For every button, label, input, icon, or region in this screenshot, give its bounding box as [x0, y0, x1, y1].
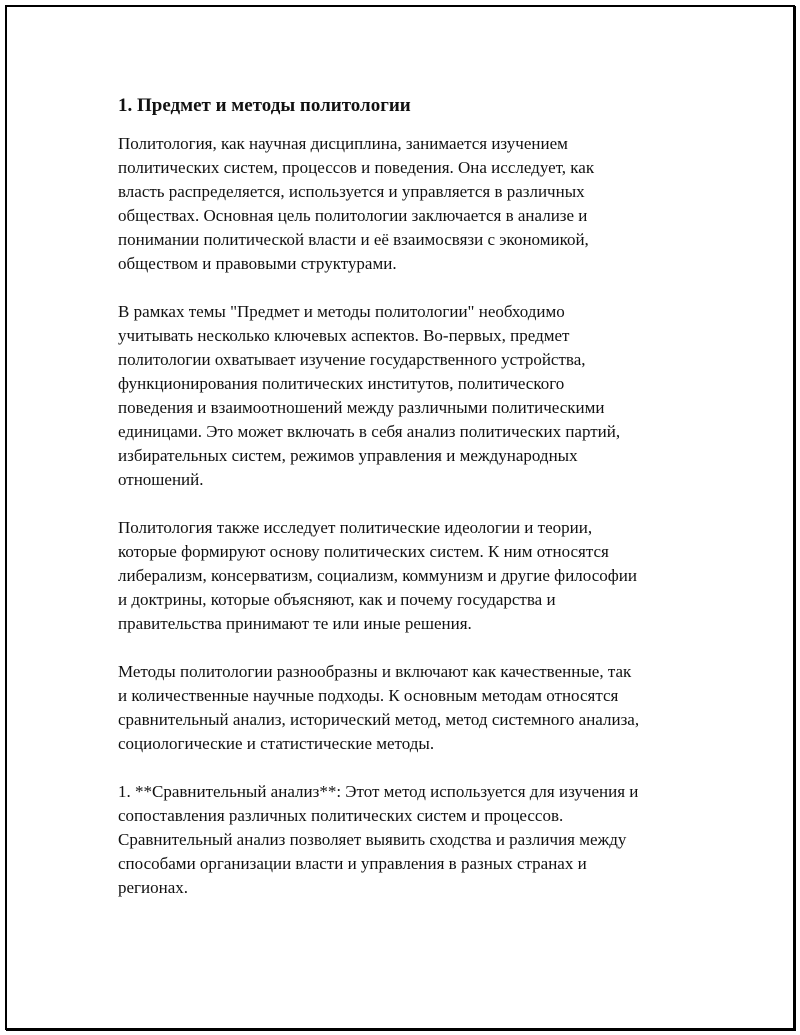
- text-line: сопоставления различных политических систем и процессов.: [118, 806, 564, 825]
- text-line: политологии охватывает изучение государственного устройства,: [118, 350, 586, 369]
- text-line: В рамках темы "Предмет и методы политологии" необходимо: [118, 302, 565, 321]
- text-line: обществах. Основная цель политологии заключается в анализе и: [118, 206, 588, 225]
- paragraph-1: [118, 132, 698, 276]
- text-line: власть распределяется, используется и управляется в различных: [118, 182, 585, 201]
- text-line: регионах.: [118, 878, 189, 897]
- text-line: избирательных систем, режимов управления и международных: [118, 446, 578, 465]
- paragraph-4: [118, 660, 698, 756]
- text-line: правительства принимают те или иные решения.: [118, 614, 472, 633]
- text-line: Политология, как научная дисциплина, занимается изучением: [118, 134, 568, 153]
- text-line: Политология также исследует политические идеологии и теории,: [118, 518, 593, 537]
- text-line: понимании политической власти и её взаимосвязи с экономикой,: [118, 230, 589, 249]
- text-line: отношений.: [118, 470, 204, 489]
- text-line: и количественные научные подходы. К основным методам относятся: [118, 686, 619, 705]
- paragraph-3: [118, 516, 698, 636]
- text-line: и доктрины, которые объясняют, как и почему государства и: [118, 590, 556, 609]
- text-line: 1. **Сравнительный анализ**: Этот метод используется для изучения и: [118, 782, 639, 801]
- text-line: политических систем, процессов и поведения. Она исследует, как: [118, 158, 595, 177]
- text-line: сравнительный анализ, исторический метод, метод системного анализа,: [118, 710, 640, 729]
- text-line: функционирования политических институтов, политического: [118, 374, 565, 393]
- text-line: социологические и статистические методы.: [118, 734, 435, 753]
- text-line: Методы политологии разнообразны и включают как качественные, так: [118, 662, 632, 681]
- text-line: обществом и правовыми структурами.: [118, 254, 397, 273]
- section-heading: 1. Предмет и методы политологии: [118, 95, 411, 116]
- paragraph-2: [118, 300, 698, 492]
- text-line: которые формируют основу политических систем. К ним относятся: [118, 542, 609, 561]
- text-line: поведения и взаимоотношений между различными политическими: [118, 398, 605, 417]
- document-body: [118, 93, 698, 924]
- paragraph-5: [118, 780, 698, 900]
- text-line: Сравнительный анализ позволяет выявить сходства и различия между: [118, 830, 627, 849]
- text-line: единицами. Это может включать в себя анализ политических партий,: [118, 422, 621, 441]
- text-line: учитывать несколько ключевых аспектов. Во-первых, предмет: [118, 326, 570, 345]
- text-line: способами организации власти и управления в разных странах и: [118, 854, 587, 873]
- text-line: либерализм, консерватизм, социализм, коммунизм и другие философии: [118, 566, 637, 585]
